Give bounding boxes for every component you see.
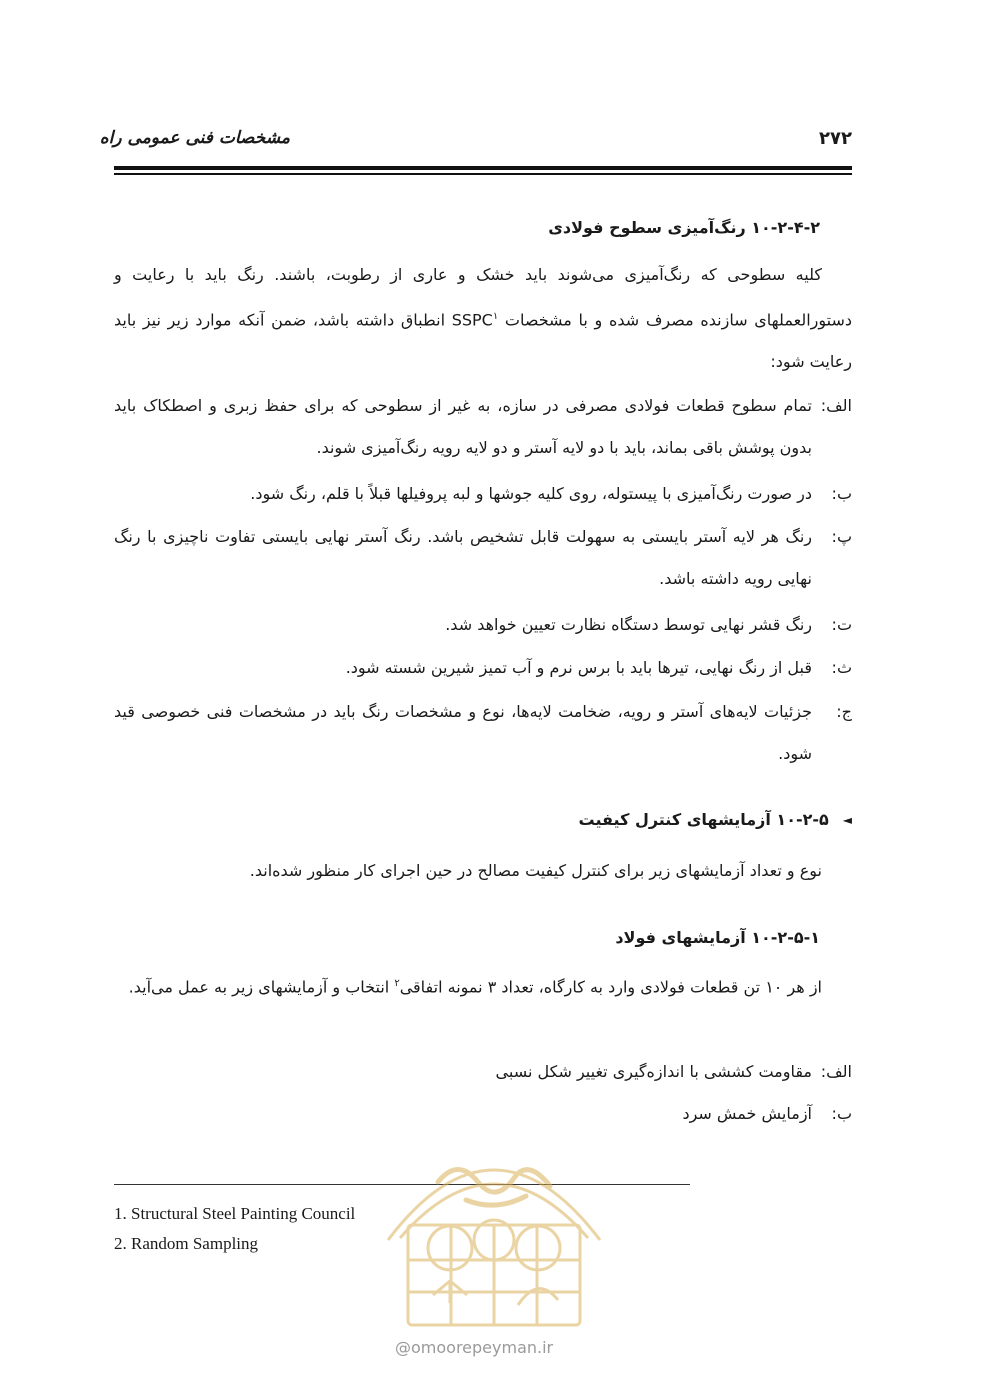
list-item — [114, 604, 852, 646]
list-item-label: ب: — [831, 484, 852, 503]
section-marker-icon: ◄ — [842, 813, 852, 827]
list-item-text: جزئیات لایه‌های آستر و رویه، ضخامت لایه‌ها، نوع و مشخصات رنگ باید در مشخصات فنی خصوصی قید شود. — [114, 702, 812, 763]
section-intro-quality-control: نوع و تعداد آزمایشهای زیر برای کنترل کیفیت مصالح در حین اجرای کار منظور شده‌اند. — [249, 861, 822, 880]
intro-text-a: کلیه سطوحی که رنگ‌آمیزی می‌شوند باید خشک و عاری از رطوبت، باشند. رنگ باید با رعایت و دستورالعملهای سازنده مصرف شده و با مشخصات SSPC — [114, 265, 852, 330]
page-number: ۲۷۲ — [819, 128, 852, 149]
list-item-label: الف: — [820, 1062, 852, 1081]
list-item — [114, 691, 852, 775]
watermark-stamp-logo — [378, 1130, 610, 1335]
list-item-label: ت: — [831, 615, 852, 634]
list-item-label: الف: — [820, 396, 852, 415]
list-item-text: در صورت رنگ‌آمیزی با پیستوله، روی کلیه جوشها و لبه پروفیلها قبلاً با قلم، رنگ شود. — [250, 484, 812, 503]
intro-text-b: انتخاب و آزمایشهای زیر به عمل می‌آید. — [128, 977, 395, 997]
header-rule-thin — [114, 173, 852, 175]
header-rule-thick — [114, 166, 852, 170]
running-header-title: مشخصات فنی عمومی راه — [99, 128, 290, 148]
footnote-ref-1: ۱ — [492, 311, 499, 322]
list-item-text: مقاومت کششی با اندازه‌گیری تغییر شکل نسبی — [495, 1062, 812, 1081]
list-item-label: ث: — [831, 658, 852, 677]
list-item — [114, 473, 852, 515]
section-heading-steel-tests: ۱۰-۲-۵-۱ آزمایشهای فولاد — [615, 928, 820, 947]
footnote: 2. Random Sampling — [114, 1234, 259, 1253]
list-item — [114, 1093, 852, 1135]
list-item-text: آزمایش خمش سرد — [682, 1104, 812, 1123]
section-heading-quality-control — [579, 810, 852, 829]
section-heading-text: ۱۰-۲-۵ آزمایشهای کنترل کیفیت — [578, 810, 829, 829]
list-item — [114, 516, 852, 600]
list-item-text: رنگ قشر نهایی توسط دستگاه نظارت تعیین خواهد شد. — [445, 615, 812, 634]
list-item-label: ب: — [831, 1104, 852, 1123]
list-item-label: پ: — [831, 527, 852, 546]
footnote: 1. Structural Steel Painting Council — [114, 1204, 356, 1223]
intro-text-a: از هر ۱۰ تن قطعات فولادی وارد به کارگاه، تعداد ۳ نمونه اتفاقی — [399, 977, 822, 997]
watermark-url: @omoorepeyman.ir — [395, 1338, 554, 1357]
section-intro-painting — [114, 254, 852, 383]
intro-text-b: انطباق داشته باشد، ضمن آنکه موارد زیر نیز باید رعایت شود: — [114, 310, 852, 372]
section-heading-painting: ۱۰-۲-۴-۲ رنگ‌آمیزی سطوح فولادی — [548, 218, 820, 237]
list-item-label: ج: — [836, 702, 852, 721]
list-item — [114, 385, 852, 469]
list-item-text: رنگ هر لایه آستر بایستی به سهولت قابل تشخیص باشد. رنگ آستر نهایی بایستی تفاوت ناچیزی با رنگ نهایی رویه داشته باشد. — [114, 527, 812, 588]
list-item-text: قبل از رنگ نهایی، تیرها باید با برس نرم و آب تمیز شیرین شسته شود. — [345, 658, 812, 677]
footnote-ref-2: ۲ — [394, 978, 400, 989]
list-item — [114, 1051, 852, 1093]
section-intro-steel-tests — [114, 963, 852, 1008]
list-item — [114, 647, 852, 689]
list-item-text: تمام سطوح قطعات فولادی مصرفی در سازه، به غیر از سطوحی که برای حفظ زبری و اصطکاک باید بدون پوشش باقی بماند، باید با دو لایه آستر و دو لایه رویه رنگ‌آمیزی شوند. — [114, 396, 812, 457]
